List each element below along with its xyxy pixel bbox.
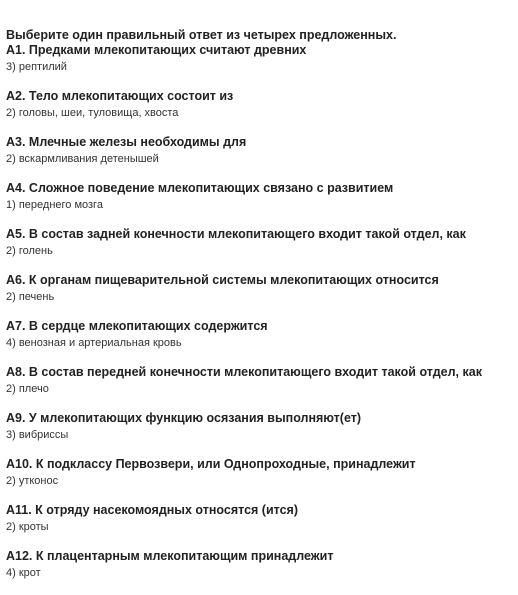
question-item	[6, 273, 512, 307]
question-item	[6, 89, 512, 123]
answer-text: 4) крот	[6, 567, 41, 579]
question-text: А11. К отряду насекомоядных относятся (ится)	[6, 503, 299, 517]
question-item	[6, 549, 512, 583]
question-item	[6, 43, 512, 77]
question-item	[6, 227, 512, 261]
question-text: А12. К плацентарным млекопитающим принадлежит	[6, 549, 334, 563]
quiz-document	[6, 28, 512, 595]
answer-text: 3) вибриссы	[6, 429, 69, 441]
question-text: А3. Млечные железы необходимы для	[6, 135, 247, 149]
answer-text: 2) печень	[6, 291, 55, 303]
question-item	[6, 365, 512, 399]
answer-text: 2) головы, шеи, туловища, хвоста	[6, 107, 179, 119]
question-item	[6, 135, 512, 169]
question-text: А5. В состав задней конечности млекопитающего входит такой отдел, как	[6, 227, 466, 241]
question-text: А8. В состав передней конечности млекопитающего входит такой отдел, как	[6, 365, 482, 379]
question-text: А4. Сложное поведение млекопитающих связано с развитием	[6, 181, 394, 195]
question-item	[6, 319, 512, 353]
question-text: А9. У млекопитающих функцию осязания выполняют(ет)	[6, 411, 362, 425]
question-item	[6, 503, 512, 537]
question-text: А2. Тело млекопитающих состоит из	[6, 89, 234, 103]
question-text: А6. К органам пищеварительной системы млекопитающих относится	[6, 273, 439, 287]
question-item	[6, 457, 512, 491]
question-item	[6, 181, 512, 215]
answer-text: 4) венозная и артериальная кровь	[6, 337, 182, 349]
answer-text: 1) переднего мозга	[6, 199, 103, 211]
answer-text: 2) голень	[6, 245, 53, 257]
answer-text: 2) утконос	[6, 475, 59, 487]
answer-text: 2) вскармливания детенышей	[6, 153, 159, 165]
question-text: А1. Предками млекопитающих считают древних	[6, 43, 307, 57]
answer-text: 2) кроты	[6, 521, 49, 533]
answer-text: 2) плечо	[6, 383, 49, 395]
question-text: А10. К подклассу Первозвери, или Однопроходные, принадлежит	[6, 457, 416, 471]
question-item	[6, 411, 512, 445]
answer-text: 3) рептилий	[6, 61, 67, 73]
question-text: А7. В сердце млекопитающих содержится	[6, 319, 268, 333]
instruction-text: Выберите один правильный ответ из четырех предложенных.	[6, 28, 397, 42]
